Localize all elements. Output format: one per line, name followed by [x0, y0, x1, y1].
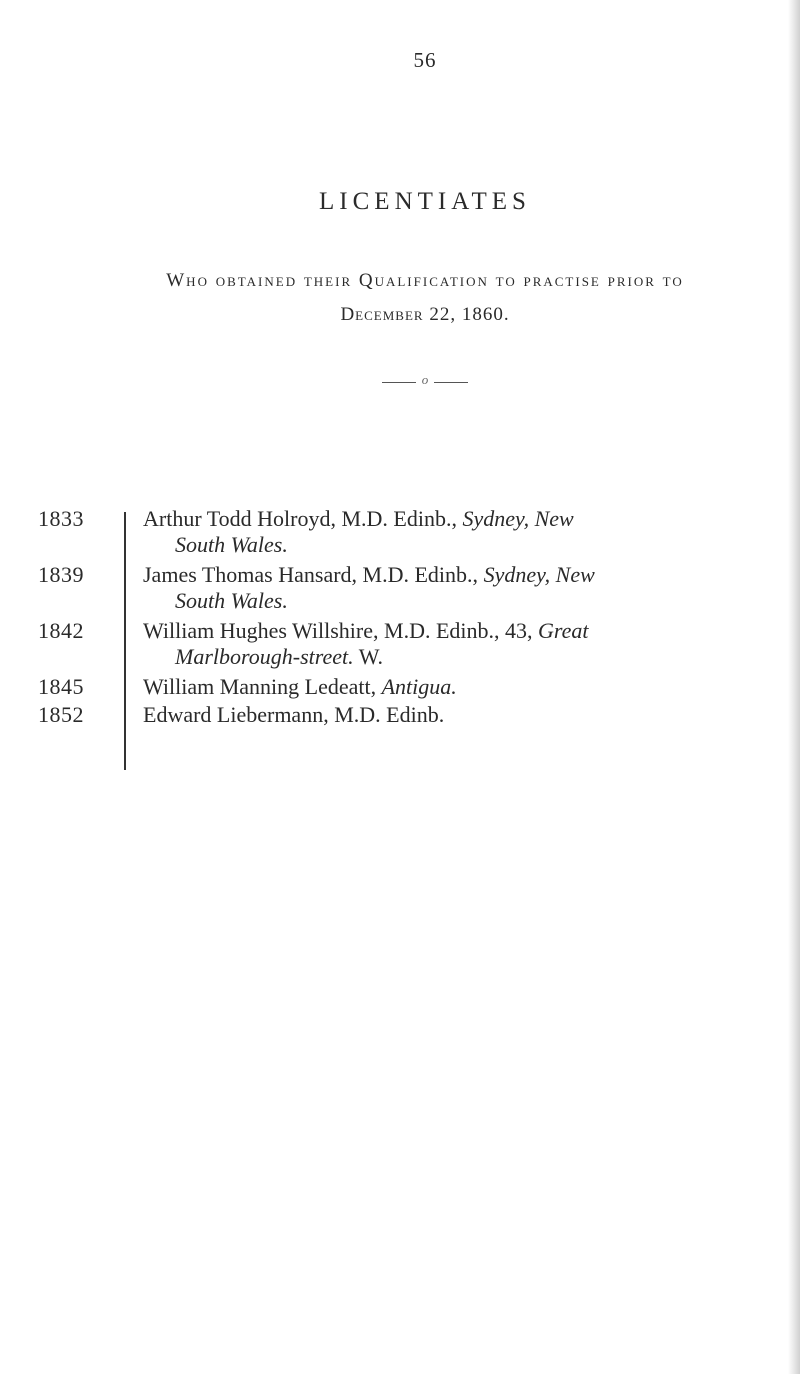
entry-place: Antigua. — [381, 674, 457, 699]
ornament-divider — [382, 372, 468, 392]
licentiates-list — [0, 506, 800, 776]
entry-name: William Manning Ledeatt, — [143, 674, 382, 699]
entry-place: Sydney, New — [483, 562, 595, 587]
entry-text — [143, 506, 783, 558]
subtitle-line-1: Who obtained their Qualification to practise prior to — [166, 270, 684, 291]
entry-year: 1852 — [38, 702, 84, 727]
entry-text — [143, 562, 783, 614]
entry-place-suffix: W. — [353, 644, 383, 669]
ornament-mark: o — [421, 372, 429, 387]
entry-text — [143, 674, 783, 700]
entry-name: James Thomas Hansard, M.D. Edinb., — [143, 562, 484, 587]
ornament-rule-left — [382, 382, 416, 383]
ornament-rule-right — [434, 382, 468, 383]
subtitle-month: December — [340, 304, 424, 325]
entry-year: 1833 — [38, 506, 84, 531]
subtitle-line-2 — [0, 304, 800, 326]
entry-place-continued: South Wales. — [175, 588, 288, 613]
entry-place-continued: South Wales. — [175, 532, 288, 557]
entry-year: 1845 — [38, 674, 84, 699]
page-number: 56 — [413, 48, 437, 72]
page-title: LICENTIATES — [319, 188, 531, 215]
entry-place-continued: Marlborough-street. — [175, 644, 354, 669]
entry-place: Great — [538, 618, 589, 643]
subtitle-date: 22, 1860. — [423, 304, 510, 325]
entry-year: 1839 — [38, 562, 84, 587]
entry-place: Sydney, New — [462, 506, 574, 531]
entry-text — [143, 702, 783, 728]
page-edge-shadow — [788, 0, 800, 1374]
entry-name: Arthur Todd Holroyd, M.D. Edinb., — [143, 506, 463, 531]
entry-name: Edward Liebermann, M.D. Edinb. — [143, 702, 445, 727]
entry-name: William Hughes Willshire, M.D. Edinb., 43, — [143, 618, 539, 643]
entry-year: 1842 — [38, 618, 84, 643]
column-divider — [124, 512, 126, 770]
entry-text — [143, 618, 783, 670]
